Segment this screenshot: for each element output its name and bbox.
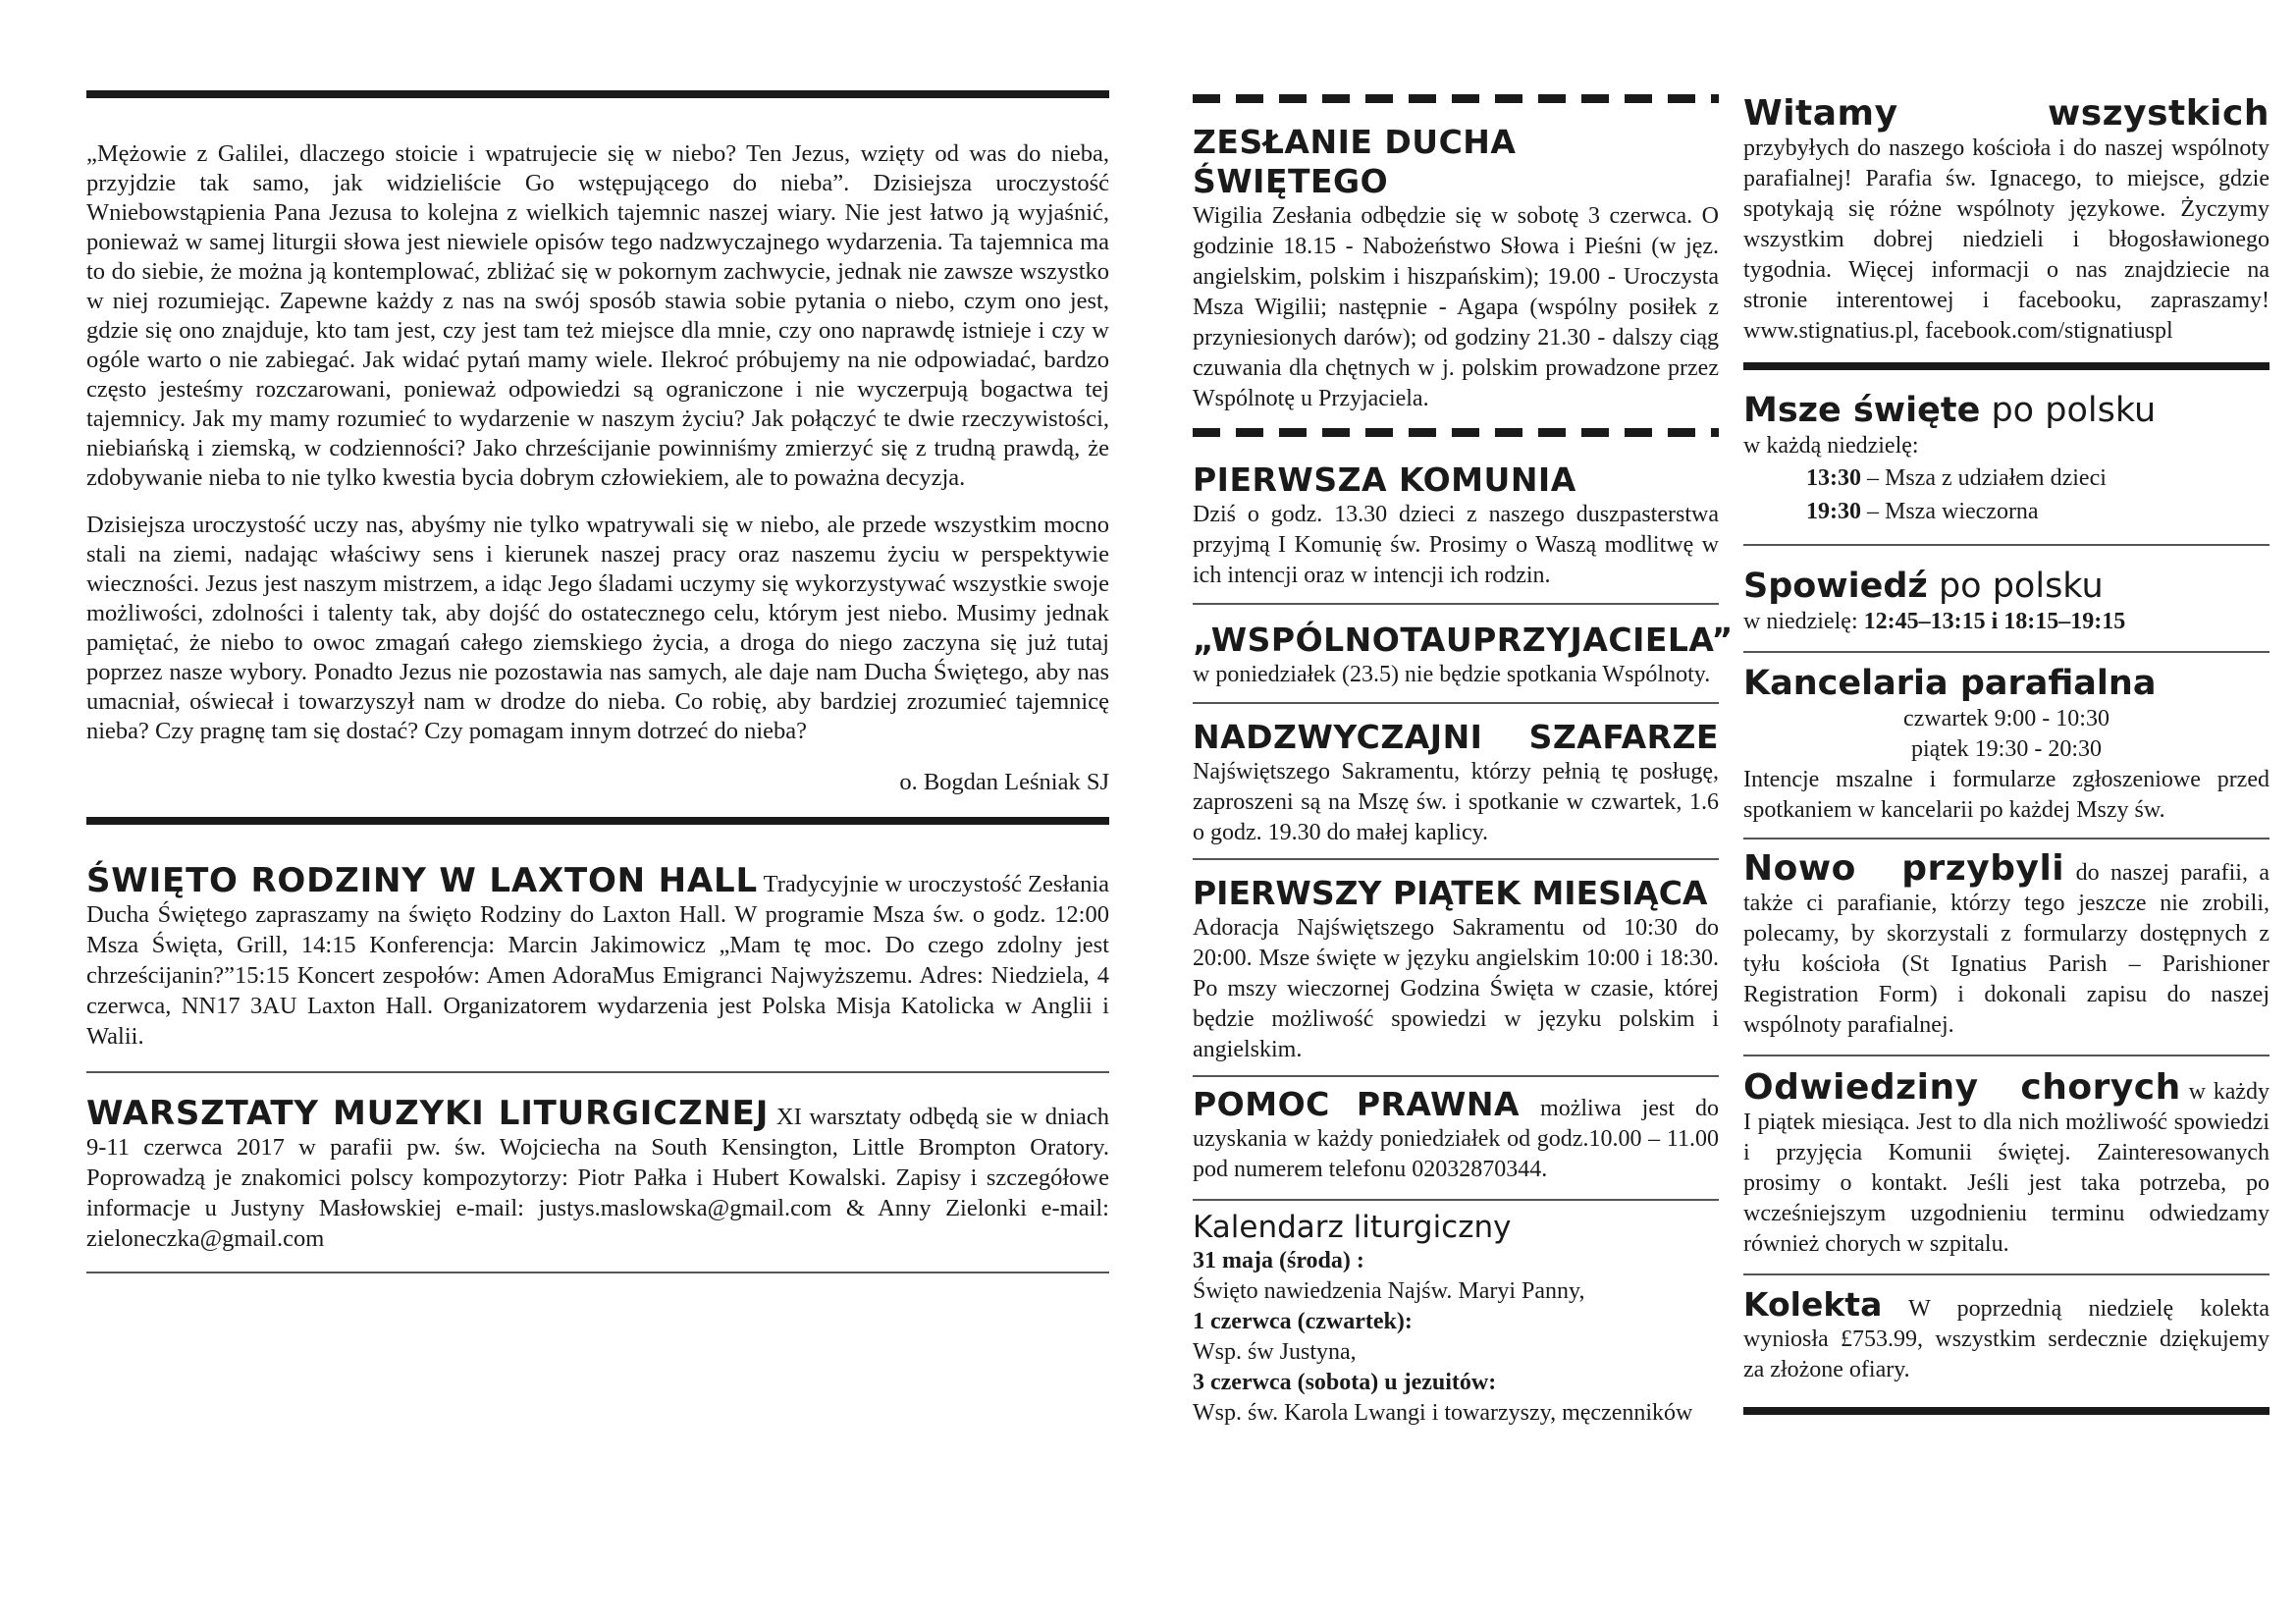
dashed-rule <box>1193 94 1719 103</box>
laxton-title: ŚWIĘTO RODZINY W LAXTON HALL <box>86 861 758 900</box>
msze-title <box>1743 390 2269 431</box>
kolekta-body: W poprzednią niedzielę kolekta wyniosła £753.99, wszystkim serdecznie dziękujemy za złożone ofiary. <box>1743 1296 2269 1382</box>
wspolnota-body: w poniedziałek (23.5) nie będzie spotkania Wspólnoty. <box>1193 662 1711 687</box>
middle-column <box>1193 94 1734 1429</box>
msze-time: 19:30 <box>1806 499 1861 524</box>
nowo-title: Nowo przybyli <box>1743 848 2065 889</box>
kancelaria-body: Intencje mszalne i formularze zgłoszeniowe przed spotkaniem w kancelarii po każdej Mszy św. <box>1743 767 2269 823</box>
kalendarz-entry: Święto nawiedzenia Najśw. Maryi Panny, <box>1193 1278 1585 1304</box>
divider <box>86 1071 1109 1073</box>
author-signature: o. Bogdan Leśniak SJ <box>899 769 1109 795</box>
warsztaty-title: WARSZTATY MUZYKI LITURGICZNEJ <box>86 1094 770 1133</box>
odwiedziny-section <box>1743 1067 2269 1260</box>
kolekta-title: Kolekta <box>1743 1285 1883 1324</box>
zeslanie-title: ZESŁANIE DUCHA ŚWIĘTEGO <box>1193 123 1517 200</box>
zeslanie-body: Wigilia Zesłania odbędzie się w sobotę 3 czerwca. O godzinie 18.15 - Nabożeństwo Słowa i Pieśni (w jęz. angielskim, polskim i hiszpańskim); 19.00 - Uroczysta Msza Wigilii; następnie - Agapa (wspólny posiłek z przyniesionych darów); od godziny 21.30 - dalszy ciąg czuwania dla chętnych w j. polskim prowadzone przez Wspólnotę u Przyjaciela. <box>1193 203 1719 411</box>
kalendarz-entry: Wsp. św. Karola Lwangi i towarzyszy, męczenników <box>1193 1400 1693 1426</box>
main-column <box>86 90 1109 1273</box>
dashed-rule <box>1193 428 1719 437</box>
pomoc-body: możliwa jest do uzyskania w każdy poniedziałek od godz.10.00 – 11.00 pod numerem telefonu 02032870344. <box>1193 1096 1719 1182</box>
kancelaria-title: Kancelaria parafialna <box>1743 664 2157 703</box>
msze-desc: – Msza z udziałem dzieci <box>1867 465 2107 491</box>
kalendarz-date: 1 czerwca (czwartek): <box>1193 1309 1413 1334</box>
szafarze-title <box>1193 718 1719 757</box>
pomoc-section <box>1193 1085 1719 1185</box>
spowiedz-title-light: po polsku <box>1938 567 2104 606</box>
spowiedz-times: 12:45–13:15 i 18:15–19:15 <box>1863 609 2126 634</box>
piatek-body: Adoracja Najświętszego Sakramentu od 10:30 do 20:00. Msze święte w języku angielskim 10:00 i 18:30. Po mszy wieczornej Godzina Święta w czasie, której będzie możliwość spowiedzi w języku polskim i angielskim. <box>1193 915 1719 1062</box>
divider <box>1193 1199 1719 1201</box>
nowo-section <box>1743 848 2270 1041</box>
wspolnota-title-word: PRZYJACIELA” <box>1472 621 1734 659</box>
msze-time: 13:30 <box>1806 465 1861 491</box>
kalendarz-date: 31 maja (środa) : <box>1193 1248 1364 1273</box>
szafarze-title-word: SZAFARZE <box>1528 718 1719 756</box>
section-rule <box>86 817 1109 825</box>
msze-desc: – Msza wieczorna <box>1867 499 2039 524</box>
spowiedz-hours <box>1743 607 2269 637</box>
pomoc-title: POMOC PRAWNA <box>1193 1085 1521 1123</box>
odwiedziny-body: w każdy I piątek miesiąca. Jest to dla nich możliwość spowiedzi i przyjęcia Komunii świętej. Zainteresowanych prosimy o kontakt. Jeśli jest taka potrzeba, po wcześniejszym uzgodnieniu terminu odwiedzamy również chorych w szpitalu. <box>1743 1079 2269 1257</box>
komunia-title: PIERWSZA KOMUNIA <box>1193 460 1576 499</box>
wspolnota-title <box>1193 621 1734 660</box>
kancelaria-hours: czwartek 9:00 - 10:30 <box>1903 706 2109 731</box>
kancelaria-hours: piątek 19:30 - 20:30 <box>1911 736 2102 762</box>
szafarze-title-word: NADZWYCZAJNI <box>1193 718 1483 756</box>
laxton-section <box>86 861 1109 1052</box>
wspolnota-title-word: U <box>1445 621 1473 659</box>
section-rule <box>1743 362 2269 370</box>
kalendarz-list <box>1193 1246 1719 1429</box>
reflection-paragraph-2: Dzisiejsza uroczystość uczy nas, abyśmy nie tylko wpatrywali się w niebo, ale przede wszystkim mocno stali na ziemi, nadając właściwy sens i kierunek naszej pracy oraz naszemu życiu w perspektywie wieczności. Jezus jest naszym mistrzem, a idąc Jego śladami uczymy się wykorzystywać wszystkie swoje możliwości, zdolności i talenty tak, aby dojść do ostatecznego celu, którym jest niebo. Musimy jednak pamiętać, że niebo to owoc zmagań całego ziemskiego życia, a droga do niego zaczyna się już tutaj poprzez nasze wybory. Ponadto Jezus nie pozostawia nas samych, ale daje nam Ducha Świętego, aby nas umacniał, oświecał i towarzyszył nam w drodze do nieba. Co robię, aby bardziej zrozumieć tajemnicę nieba? Czy pragnę tam się dostać? Czy pomagam innym dotrzeć do nieba? <box>86 512 1109 744</box>
odwiedziny-title: Odwiedziny chorych <box>1743 1067 2181 1108</box>
top-rule <box>86 90 1109 98</box>
witamy-section <box>1743 93 2269 347</box>
piatek-title: PIERWSZY PIĄTEK MIESIĄCA <box>1193 874 1708 912</box>
divider <box>1193 702 1719 704</box>
divider <box>1743 838 2269 839</box>
kalendarz-title: Kalendarz liturgiczny <box>1193 1210 1512 1245</box>
msze-row <box>1743 495 2269 528</box>
divider <box>1743 651 2269 653</box>
bottom-rule <box>1743 1407 2269 1415</box>
wspolnota-title-word: „WSPÓLNOTA <box>1193 621 1446 659</box>
divider <box>1743 1055 2269 1056</box>
reflection-paragraph-1: „Mężowie z Galilei, dlaczego stoicie i wpatrujecie się w niebo? Ten Jezus, wzięty od was do nieba, przyjdzie tak samo, jak widzieliście Go wstępującego do nieba”. Dzisiejsza uroczystość Wniebowstąpienia Pana Jezusa to kolejna z wielkich tajemnic naszej wiary. Nie jest łatwo ją wyjaśnić, ponieważ w samej liturgii słowa jest niewiele opisów tego nadzwyczajnego wydarzenia. Ta tajemnica ma to do siebie, że można ją kontemplować, zbliżać się w pokornym zachwycie, jednak nie zawsze wszystko w niej rozumiejąc. Zapewne każdy z nas na swój sposób stawia sobie pytania o niebo, czym ono jest, gdzie się ono znajduje, kto tam jest, czy jest tam też miejsce dla mnie, czy ono naprawdę istnieje i czy w ogóle warto o nie zabiegać. Jak widać pytań mamy wiele. Ilekroć próbujemy na nie odpowiadać, bardzo często jesteśmy rozczarowani, ponieważ odpowiedzi są ograniczone i nie wyczerpują bogactwa tej tajemnicy. Jak my mamy rozumieć to wydarzenie w naszym życiu? Jak połączyć te dwie rzeczywistości, niebiańską i ziemską, w codzienności? Jako chrześcijanie powinniśmy zmierzyć się z trudną prawdą, że zdobywanie nieba to nie tylko kwestia bycia dobrym człowiekiem, ale to poważna decyzja. <box>86 140 1109 491</box>
divider <box>1193 603 1719 605</box>
laxton-body: Tradycyjnie w uroczystość Zesłania Ducha Świętego zapraszamy na święto Rodziny do Laxton Hall. W programie Msza św. o godz. 12:00 Msza Święta, Grill, 14:15 Konferencja: Marcin Jakimowicz „Mam tę moc. Do czego zdolny jest chrześcijanin?”15:15 Koncert zespołów: Amen AdoraMus Emigranci Najwyższemu. Adres: Niedziela, 4 czerwca, NN17 3AU Laxton Hall. Organizatorem wydarzenia jest Polska Misja Katolicka w Anglii i Walii. <box>86 871 1109 1050</box>
msze-row <box>1743 461 2269 495</box>
divider <box>1193 858 1719 860</box>
divider <box>1743 544 2269 546</box>
msze-intro: w każdą niedzielę: <box>1743 433 1919 459</box>
divider <box>1193 1075 1719 1077</box>
divider <box>1743 1273 2269 1275</box>
divider <box>86 1272 1109 1273</box>
msze-title-light: po polsku <box>1991 391 2157 430</box>
nowo-body: do naszej parafii, a także ci parafianie, którzy tego jeszcze nie zrobili, polecamy, by skorzystali z formularzy dostępnych z tyłu kościoła (St Ignatius Parish – Parishioner Registration Form) i dokonali zapisu do naszej wspólnoty parafialnej. <box>1743 860 2270 1038</box>
komunia-body: Dziś o godz. 13.30 dzieci z naszego duszpasterstwa przyjmą I Komunię św. Prosimy o Waszą modlitwę w ich intencji oraz w intencji ich rodzin. <box>1193 502 1719 588</box>
right-column <box>1743 93 2270 1415</box>
witamy-body: przybyłych do naszego kościoła i do naszej wspólnoty parafialnej! Parafia św. Ignacego, to miejsce, gdzie spotykają się różne wspólnoty językowe. Życzymy wszystkim dobrej niedzieli i błogosławionego tygodnia. Więcej informacji o nas znajdziecie na stronie interentowej i facebooku, zapraszamy! www.stignatius.pl, facebook.com/stignatiuspl <box>1743 135 2269 344</box>
msze-title-bold: Msze święte <box>1743 391 1981 430</box>
kalendarz-date: 3 czerwca (sobota) u jezuitów: <box>1193 1370 1497 1395</box>
kolekta-section <box>1743 1285 2269 1385</box>
spowiedz-title <box>1743 566 2269 607</box>
szafarze-body: Najświętszego Sakramentu, którzy pełnią tę posługę, zaproszeni są na Mszę św. i spotkanie w czwartek, 1.6 o godz. 19.30 do małej kaplicy. <box>1193 759 1719 845</box>
witamy-title: Witamy wszystkich <box>1743 93 2269 134</box>
spowiedz-title-bold: Spowiedź <box>1743 567 1928 606</box>
warsztaty-section <box>86 1094 1110 1254</box>
kalendarz-entry: Wsp. św Justyna, <box>1193 1339 1357 1365</box>
spowiedz-intro: w niedzielę: <box>1743 609 1858 634</box>
warsztaty-body: XI warsztaty odbędą sie w dniach 9-11 czerwca 2017 w parafii pw. św. Wojciecha na South Kensington, Little Brompton Oratory. Poprowadzą je znakomici polscy kompozytorzy: Piotr Pałka i Hubert Kowalski. Zapisy i szczegółowe informacje u Justyny Masłowskiej e-mail: justys.maslowska@gmail.com & Anny Zielonki e-mail: zieloneczka@gmail.com <box>86 1104 1110 1252</box>
